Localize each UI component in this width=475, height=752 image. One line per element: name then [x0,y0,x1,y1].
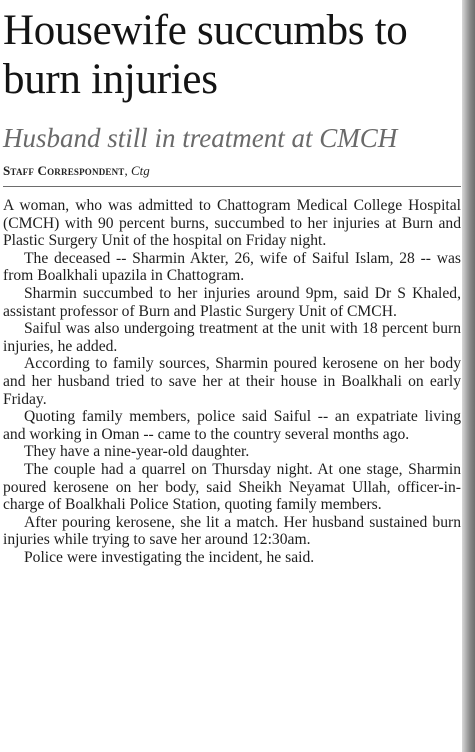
article-paragraph: The couple had a quarrel on Thursday night. At one stage, Sharmin poured kerosene on her body, said Sheikh Neyamat Ullah, officer-in-charge of Boalkhali Police Station, quoting family members. [3,460,461,514]
article-paragraph: Sharmin succumbed to her injuries around 9pm, said Dr S Khaled, assistant professor of Burn and Plastic Surgery Unit of CMCH. [3,284,461,320]
byline-divider [3,186,461,187]
byline-location: Ctg [131,163,150,178]
article-paragraph: According to family sources, Sharmin poured kerosene on her body and her husband tried to save her at their house in Boalkhali on early Friday. [3,355,461,408]
page-edge-shadow [462,0,475,752]
article-body [3,197,461,566]
byline-author: Staff Correspondent [3,163,125,178]
article-paragraph: After pouring kerosene, she lit a match. Her husband sustained burn injuries while trying to save her around 12:30am. [3,513,461,549]
article-paragraph: A woman, who was admitted to Chattogram Medical College Hospital (CMCH) with 90 percent burns, succumbed to her injuries at Burn and Plastic Surgery Unit of the hospital on Friday night. [3,197,461,250]
byline-separator: , [124,163,128,178]
article-paragraph: Police were investigating the incident, he said. [24,548,315,566]
subheadline: Husband still in treatment at CMCH [3,123,398,153]
article-paragraph: The deceased -- Sharmin Akter, 26, wife of Saiful Islam, 28 -- was from Boalkhali upazila in Chattogram. [3,249,461,285]
article-paragraph: They have a nine-year-old daughter. [24,443,250,461]
article-paragraph: Saiful was also undergoing treatment at the unit with 18 percent burn injuries, he added. [3,320,461,355]
article-paragraph: Quoting family members, police said Saiful -- an expatriate living and working in Oman -- came to the country several months ago. [3,408,461,443]
headline: Housewife succumbs to burn injuries [3,7,408,103]
byline [3,163,150,179]
